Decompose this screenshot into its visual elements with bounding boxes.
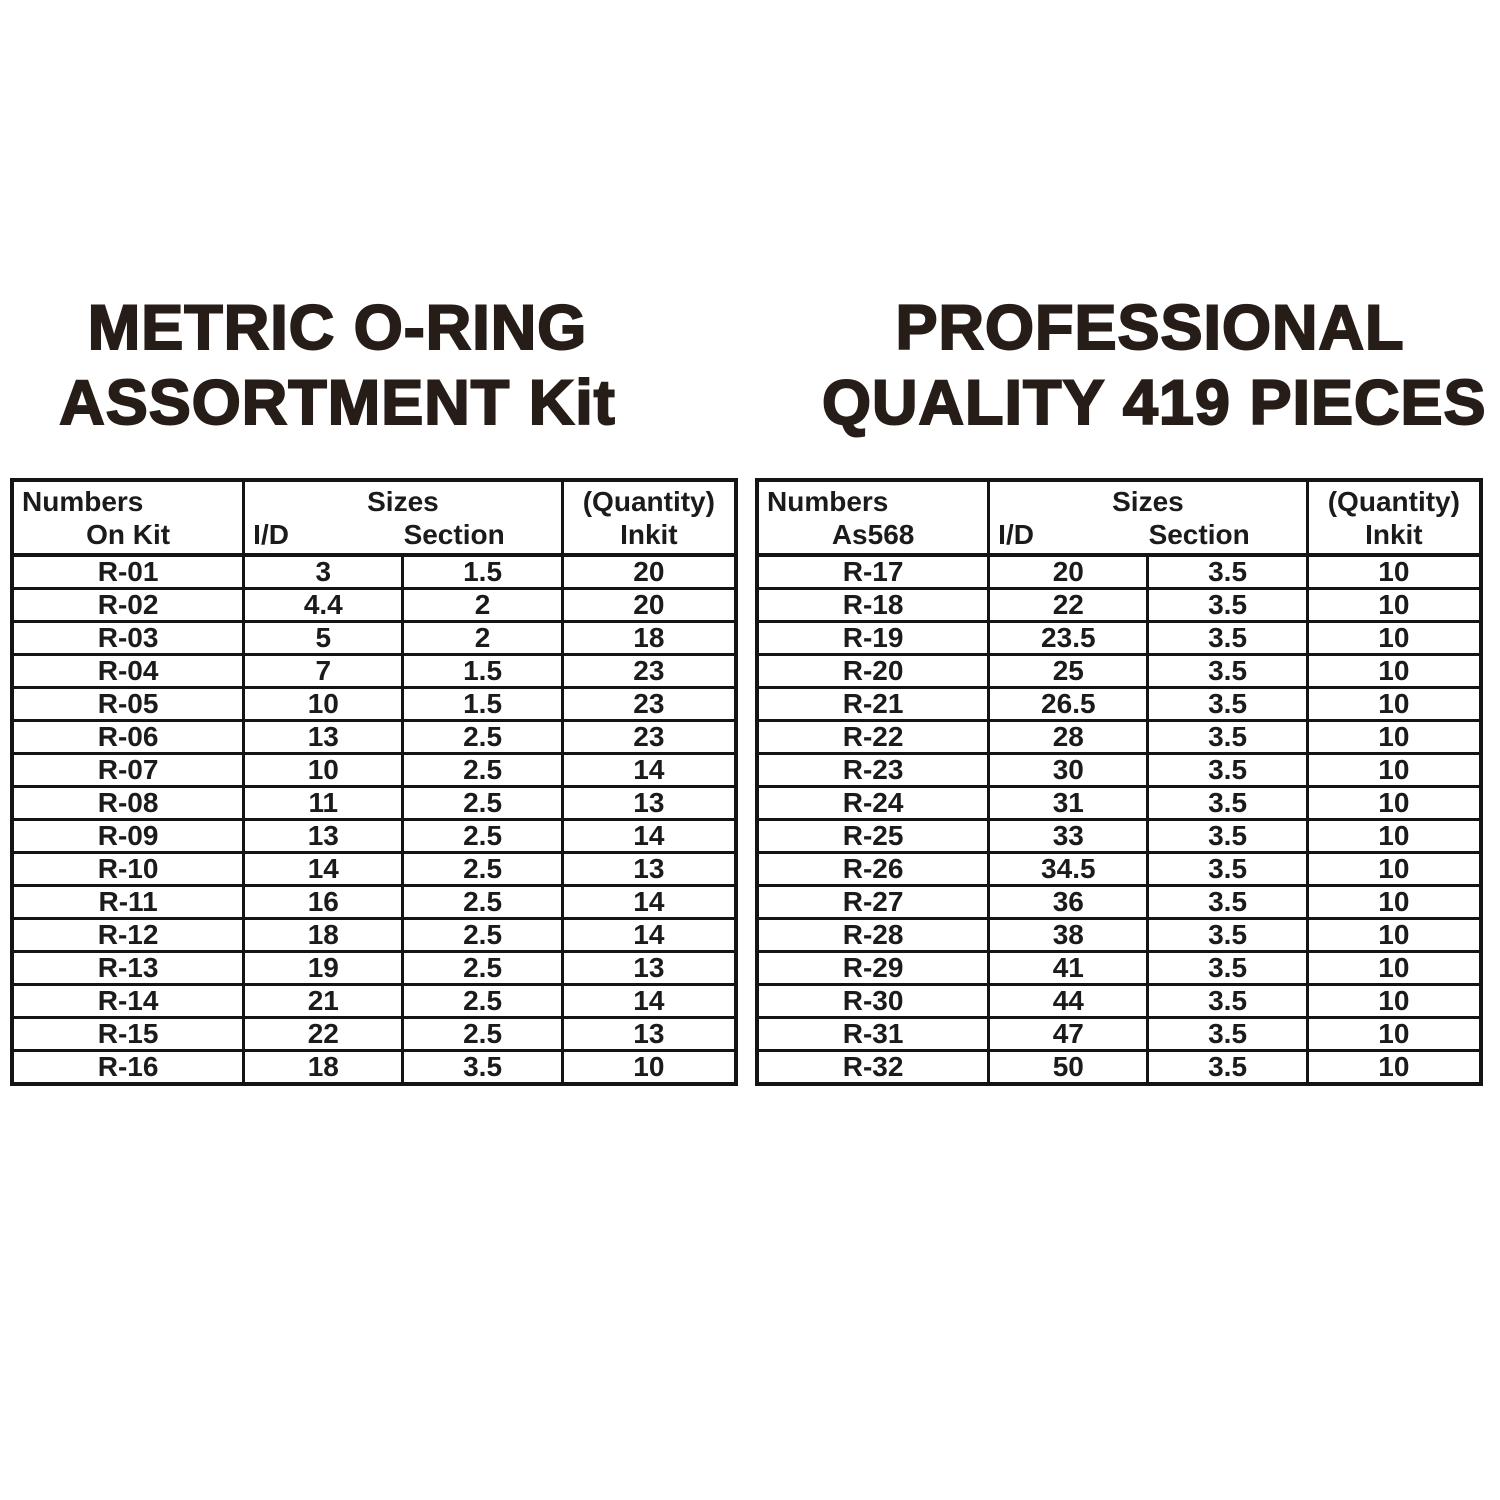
table-cell: R-12 <box>12 919 244 952</box>
header-quantity-inkit <box>562 480 736 555</box>
table-cell: 38 <box>989 919 1148 952</box>
table-cell: R-02 <box>12 589 244 622</box>
left-kit-title-line2: ASSORTMENT Kit <box>59 368 616 438</box>
table-cell: 22 <box>244 1018 403 1051</box>
table-cell: 2.5 <box>403 787 562 820</box>
header-id-label: I/D <box>253 519 289 550</box>
table-cell: R-10 <box>12 853 244 886</box>
header-sizes <box>989 480 1308 555</box>
table-cell: 10 <box>244 754 403 787</box>
table-cell: 10 <box>1307 655 1481 688</box>
table-cell: 13 <box>562 853 736 886</box>
header-as568-label: As568 <box>831 519 915 550</box>
table-cell: 10 <box>244 688 403 721</box>
table-cell: 10 <box>1307 985 1481 1018</box>
table-cell: 34.5 <box>989 853 1148 886</box>
table-cell: 3.5 <box>1148 820 1307 853</box>
table-cell: R-13 <box>12 952 244 985</box>
table-cell: R-18 <box>757 589 989 622</box>
table-row <box>757 919 1481 952</box>
table-cell: R-01 <box>12 555 244 589</box>
table-cell: 2.5 <box>403 886 562 919</box>
table-cell: 3 <box>244 555 403 589</box>
table-row <box>12 1018 736 1051</box>
table-cell: R-29 <box>757 952 989 985</box>
table-cell: 10 <box>1307 1051 1481 1085</box>
table-cell: 10 <box>562 1051 736 1085</box>
table-cell: R-21 <box>757 688 989 721</box>
table-cell: 18 <box>244 1051 403 1085</box>
right-kit-title-line1: PROFESSIONAL <box>895 293 1405 363</box>
table-cell: 23 <box>562 655 736 688</box>
table-row <box>12 853 736 886</box>
table-row <box>12 1051 736 1085</box>
table-cell: R-19 <box>757 622 989 655</box>
table-cell: 3.5 <box>1148 1051 1307 1085</box>
table-cell: 22 <box>989 589 1148 622</box>
table-cell: 20 <box>562 589 736 622</box>
header-sizes-label: Sizes <box>1112 486 1184 517</box>
table-row <box>757 1018 1481 1051</box>
table-cell: R-09 <box>12 820 244 853</box>
table-cell: 28 <box>989 721 1148 754</box>
table-cell: R-32 <box>757 1051 989 1085</box>
metric-oring-table <box>10 478 738 1086</box>
table-cell: R-26 <box>757 853 989 886</box>
table-cell: R-11 <box>12 886 244 919</box>
table-cell: 10 <box>1307 622 1481 655</box>
table-row <box>12 886 736 919</box>
table-cell: 13 <box>562 952 736 985</box>
table-cell: 2 <box>403 622 562 655</box>
table-cell: 3.5 <box>1148 721 1307 754</box>
table-cell: 3.5 <box>1148 754 1307 787</box>
header-quantity-label: (Quantity) <box>1327 486 1460 517</box>
table-cell: R-03 <box>12 622 244 655</box>
header-section-label: Section <box>1148 519 1250 550</box>
header-sizes <box>244 480 563 555</box>
header-inkit-label: Inkit <box>620 519 678 550</box>
table-cell: 14 <box>562 754 736 787</box>
table-cell: 14 <box>244 853 403 886</box>
table-cell: R-27 <box>757 886 989 919</box>
table-row <box>757 688 1481 721</box>
table-cell: 3.5 <box>1148 853 1307 886</box>
table-cell: 10 <box>1307 754 1481 787</box>
table-cell: 3.5 <box>1148 787 1307 820</box>
table-cell: R-08 <box>12 787 244 820</box>
table-row <box>757 622 1481 655</box>
as568-table-body <box>757 555 1481 1084</box>
metric-table-body <box>12 555 736 1084</box>
table-cell: 3.5 <box>1148 1018 1307 1051</box>
table-cell: 3.5 <box>1148 952 1307 985</box>
table-cell: 18 <box>562 622 736 655</box>
table-cell: 20 <box>989 555 1148 589</box>
table-cell: 10 <box>1307 787 1481 820</box>
table-cell: 13 <box>244 721 403 754</box>
table-cell: R-30 <box>757 985 989 1018</box>
table-cell: 2.5 <box>403 820 562 853</box>
table-cell: 4.4 <box>244 589 403 622</box>
table-cell: R-25 <box>757 820 989 853</box>
table-cell: 41 <box>989 952 1148 985</box>
table-row <box>757 655 1481 688</box>
table-header-row <box>757 480 1481 555</box>
table-cell: R-05 <box>12 688 244 721</box>
table-cell: 3.5 <box>1148 622 1307 655</box>
table-cell: 2 <box>403 589 562 622</box>
table-cell: R-07 <box>12 754 244 787</box>
table-cell: 21 <box>244 985 403 1018</box>
table-cell: 3.5 <box>1148 589 1307 622</box>
table-cell: 3.5 <box>403 1051 562 1085</box>
table-cell: 23 <box>562 721 736 754</box>
header-section-label: Section <box>403 519 505 550</box>
header-inkit-label: Inkit <box>1365 519 1423 550</box>
table-cell: 10 <box>1307 688 1481 721</box>
table-cell: 2.5 <box>403 754 562 787</box>
table-cell: R-22 <box>757 721 989 754</box>
table-cell: R-04 <box>12 655 244 688</box>
table-cell: 2.5 <box>403 1018 562 1051</box>
table-row <box>12 919 736 952</box>
table-cell: 23 <box>562 688 736 721</box>
table-cell: 2.5 <box>403 985 562 1018</box>
header-id-label: I/D <box>998 519 1034 550</box>
table-cell: 2.5 <box>403 919 562 952</box>
header-on-kit-label: On Kit <box>86 519 171 550</box>
table-cell: 3.5 <box>1148 688 1307 721</box>
table-row <box>757 952 1481 985</box>
table-cell: 44 <box>989 985 1148 1018</box>
table-cell: 11 <box>244 787 403 820</box>
table-cell: R-16 <box>12 1051 244 1085</box>
table-cell: 1.5 <box>403 655 562 688</box>
table-cell: 3.5 <box>1148 985 1307 1018</box>
table-cell: 14 <box>562 886 736 919</box>
table-row <box>757 754 1481 787</box>
table-cell: 30 <box>989 754 1148 787</box>
table-cell: R-06 <box>12 721 244 754</box>
table-cell: R-31 <box>757 1018 989 1051</box>
table-cell: 5 <box>244 622 403 655</box>
table-cell: 10 <box>1307 1018 1481 1051</box>
table-row <box>757 853 1481 886</box>
table-row <box>12 787 736 820</box>
table-cell: 13 <box>244 820 403 853</box>
table-cell: 25 <box>989 655 1148 688</box>
header-quantity-label: (Quantity) <box>582 486 715 517</box>
table-cell: 10 <box>1307 919 1481 952</box>
table-row <box>12 688 736 721</box>
table-cell: R-23 <box>757 754 989 787</box>
table-cell: R-24 <box>757 787 989 820</box>
table-row <box>757 589 1481 622</box>
table-cell: 3.5 <box>1148 655 1307 688</box>
table-cell: 10 <box>1307 721 1481 754</box>
table-cell: 13 <box>562 787 736 820</box>
table-cell: 1.5 <box>403 688 562 721</box>
table-cell: 1.5 <box>403 555 562 589</box>
table-cell: 23.5 <box>989 622 1148 655</box>
table-cell: 19 <box>244 952 403 985</box>
table-row <box>12 589 736 622</box>
table-cell: R-15 <box>12 1018 244 1051</box>
table-cell: 18 <box>244 919 403 952</box>
table-row <box>757 1051 1481 1085</box>
table-row <box>12 820 736 853</box>
table-cell: 2.5 <box>403 952 562 985</box>
table-cell: 26.5 <box>989 688 1148 721</box>
table-cell: 20 <box>562 555 736 589</box>
table-row <box>757 985 1481 1018</box>
table-cell: 2.5 <box>403 721 562 754</box>
left-kit-title <box>10 291 665 441</box>
table-cell: R-28 <box>757 919 989 952</box>
table-cell: 13 <box>562 1018 736 1051</box>
table-row <box>757 886 1481 919</box>
header-numbers-on-kit <box>12 480 244 555</box>
right-kit-title <box>822 291 1487 441</box>
table-row <box>757 721 1481 754</box>
table-cell: R-14 <box>12 985 244 1018</box>
left-kit-title-line1: METRIC O-RING <box>87 293 588 363</box>
table-cell: 47 <box>989 1018 1148 1051</box>
table-header-row <box>12 480 736 555</box>
table-cell: 50 <box>989 1051 1148 1085</box>
table-cell: 10 <box>1307 886 1481 919</box>
table-cell: 14 <box>562 985 736 1018</box>
header-numbers-label: Numbers <box>767 486 889 517</box>
table-cell: 14 <box>562 919 736 952</box>
table-cell: R-20 <box>757 655 989 688</box>
table-row <box>757 555 1481 589</box>
table-row <box>12 655 736 688</box>
table-row <box>12 721 736 754</box>
as568-oring-table <box>755 478 1483 1086</box>
table-row <box>12 985 736 1018</box>
header-numbers-as568 <box>757 480 989 555</box>
table-cell: 10 <box>1307 555 1481 589</box>
table-cell: 3.5 <box>1148 555 1307 589</box>
table-cell: 10 <box>1307 820 1481 853</box>
table-row <box>12 555 736 589</box>
header-sizes-label: Sizes <box>367 486 439 517</box>
header-quantity-inkit <box>1307 480 1481 555</box>
table-cell: 7 <box>244 655 403 688</box>
table-cell: 36 <box>989 886 1148 919</box>
table-row <box>12 952 736 985</box>
table-cell: 2.5 <box>403 853 562 886</box>
table-cell: 31 <box>989 787 1148 820</box>
table-cell: 10 <box>1307 952 1481 985</box>
table-row <box>12 622 736 655</box>
table-cell: 10 <box>1307 589 1481 622</box>
table-row <box>757 787 1481 820</box>
table-row <box>12 754 736 787</box>
table-cell: 16 <box>244 886 403 919</box>
header-numbers-label: Numbers <box>22 486 144 517</box>
table-cell: 3.5 <box>1148 919 1307 952</box>
table-cell: 3.5 <box>1148 886 1307 919</box>
table-cell: 33 <box>989 820 1148 853</box>
table-cell: R-17 <box>757 555 989 589</box>
table-row <box>757 820 1481 853</box>
right-kit-title-line2: QUALITY 419 PIECES <box>822 368 1487 438</box>
table-cell: 10 <box>1307 853 1481 886</box>
table-cell: 14 <box>562 820 736 853</box>
